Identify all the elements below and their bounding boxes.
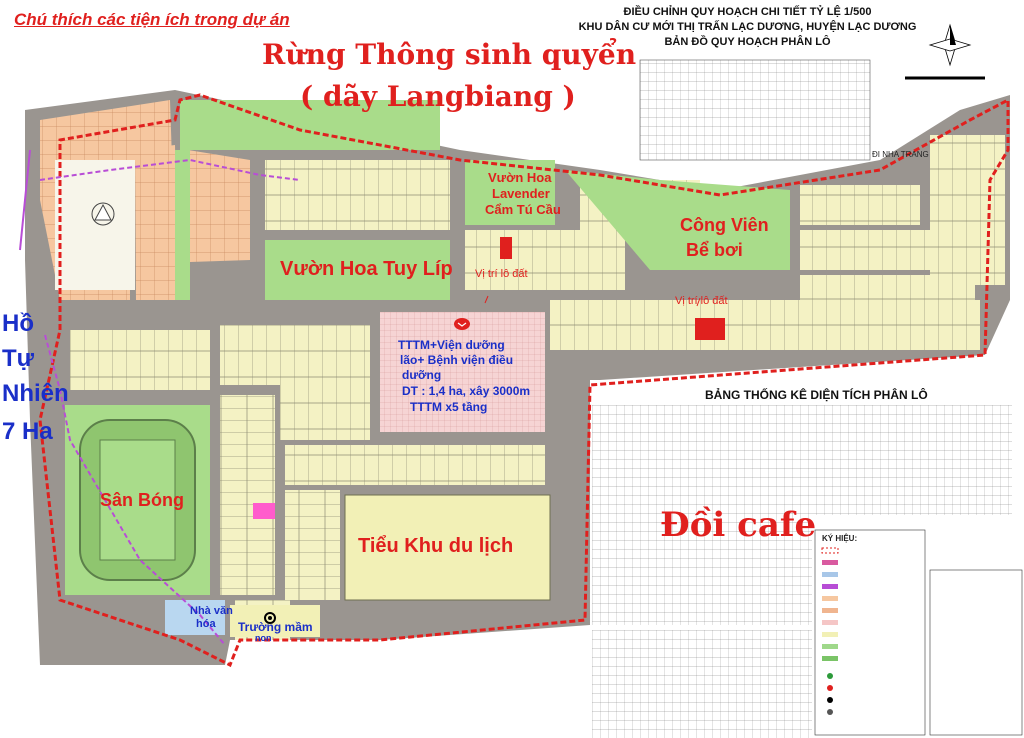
- center-label-1: TTTM+Viện dưỡng: [398, 338, 505, 352]
- stats-table: [640, 60, 870, 160]
- center-label-3: dưỡng: [402, 368, 442, 382]
- block-lots-8: [550, 300, 980, 350]
- school-label-2: non: [255, 633, 272, 643]
- lake-label-1: Hồ: [2, 310, 34, 337]
- block-lots-7: [930, 135, 1005, 285]
- lot-table-title: BẢNG THỐNG KÊ DIỆN TÍCH PHÂN LÔ: [705, 388, 928, 402]
- road-direction-label: ĐI NHA TRANG: [872, 150, 929, 159]
- school-label-1: Trường mầm: [238, 620, 313, 634]
- lavender-label-3: Cẩm Tú Cầu: [485, 202, 561, 217]
- lavender-label-1: Vườn Hoa: [488, 170, 552, 185]
- tourism-label: Tiểu Khu du lịch: [358, 535, 514, 557]
- lot-position-label-1: Vị trí lô đất: [475, 268, 528, 280]
- center-area-label-2: TTTM x5 tầng: [410, 400, 488, 414]
- block-white-nw: [55, 160, 135, 290]
- lot-marker-2: [695, 318, 725, 340]
- center-label-2: lão+ Bệnh viện điều: [400, 353, 514, 367]
- forest-sublabel: ( dãy Langbiang ): [300, 80, 576, 113]
- plan-title: ĐIỀU CHỈNH QUY HOẠCH CHI TIẾT TỶ LỆ 1/500: [623, 6, 872, 18]
- plan-subtitle: KHU DÂN CƯ MỚI THỊ TRẤN LẠC DƯƠNG, HUYỆN LẠC DƯƠNG: [578, 21, 917, 33]
- forest-label: Rừng Thông sinh quyển: [262, 38, 637, 71]
- lavender-label-2: Lavender: [492, 186, 550, 201]
- lake-label-4: 7 Ha: [2, 418, 53, 445]
- park-label-1: Công Viên: [680, 215, 769, 235]
- culture-label-1: Nhà văn: [190, 605, 233, 617]
- block-orange-n: [188, 150, 250, 262]
- lake-label-3: Nhiên: [2, 380, 69, 407]
- culture-label-2: hóa: [196, 618, 216, 630]
- block-lots-4: [800, 185, 920, 225]
- coffee-label: Đồi cafe: [660, 505, 817, 545]
- plan-map-name: BẢN ĐỒ QUY HOẠCH PHÂN LÔ: [664, 36, 831, 48]
- lake-label-2: Tự: [2, 345, 35, 372]
- block-lots-1: [265, 160, 450, 230]
- stadium-label: Sân Bóng: [100, 490, 184, 510]
- block-orange-nw2: [135, 145, 178, 300]
- block-lots-2: [465, 230, 625, 290]
- lot-table: [592, 405, 1012, 515]
- tulip-label: Vườn Hoa Tuy Líp: [280, 258, 453, 280]
- park-label-2: Bể bơi: [686, 240, 743, 260]
- lot-marker-1: [500, 237, 512, 259]
- hospital-pin-icon: [454, 318, 470, 330]
- symbol-legend-title: KÝ HIỆU:: [822, 534, 858, 543]
- legend-title: Chú thích các tiện ích trong dự án: [14, 10, 290, 29]
- lot-position-label-2: Vị trí lô đất: [675, 295, 728, 307]
- center-area-label-1: DT : 1,4 ha, xây 3000m: [402, 384, 531, 398]
